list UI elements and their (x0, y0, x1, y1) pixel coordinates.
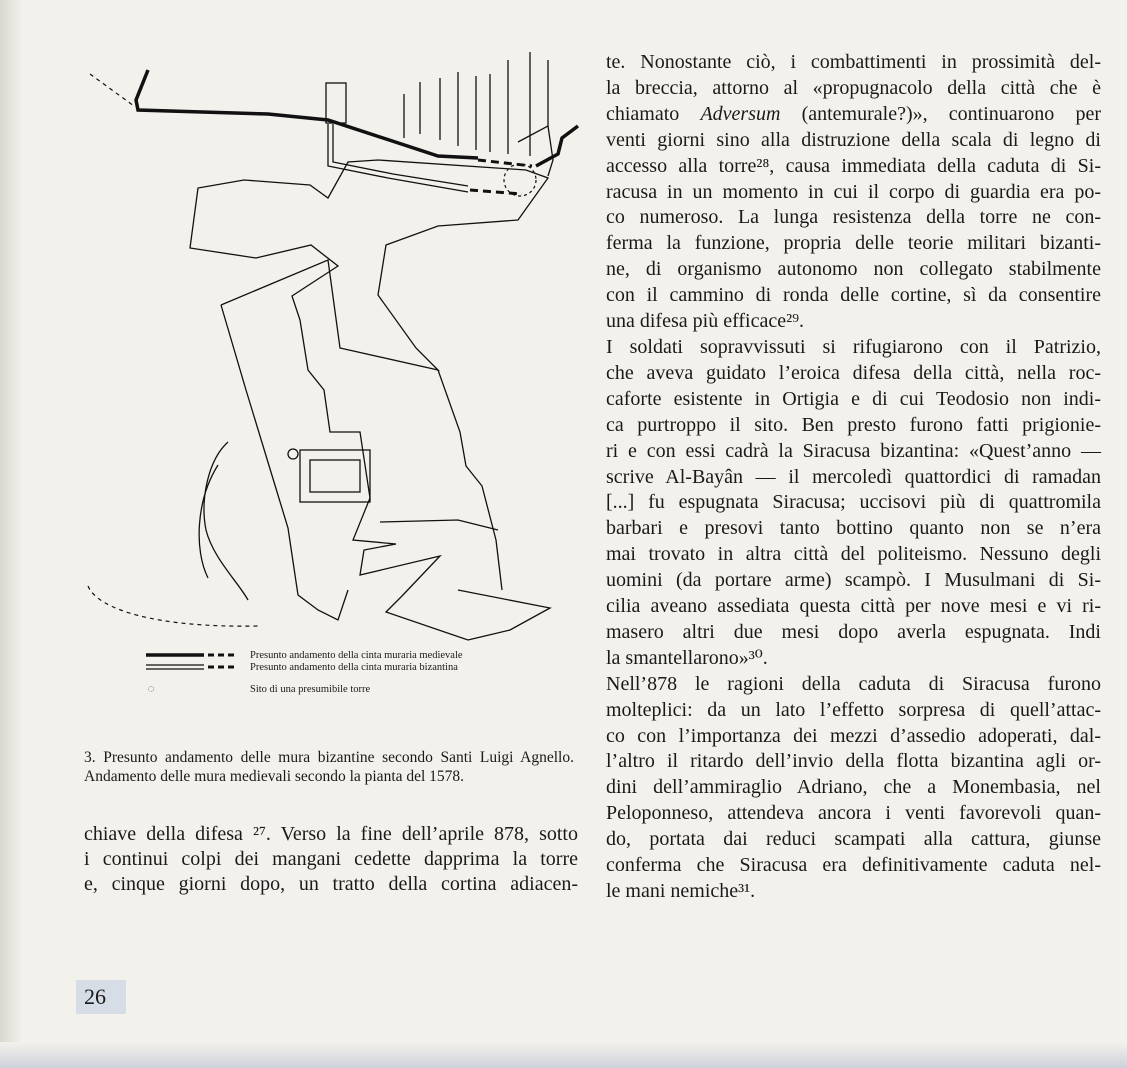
figure-caption: 3. Presunto andamento delle mura bizantine secondo Santi Luigi Agnello. Andamento delle mura medievali secondo la pianta del 1578. (84, 749, 574, 785)
text-line: dini dell’ammiraglio Adriano, che a Monembasia, nel (606, 776, 1101, 799)
text-line: che aveva guidato l’eroica difesa della città, nella roc- (606, 361, 1101, 384)
text-line: chiamato Adversum (antemurale?)», continuarono per (606, 102, 1101, 125)
text-line: ca purtroppo il sito. Ben presto furono fatti prigionie- (606, 413, 1101, 436)
left-column-text (84, 822, 578, 897)
text-line: co con l’importanza dei mezzi d’assedio adoperati, dal- (606, 724, 1101, 747)
text-line: cilia aveano assediata questa città per nove mesi e vi ri- (606, 595, 1101, 618)
text-line: masero altri due mesi dopo averla espugnata. Indi (606, 620, 1101, 643)
legend-tower (146, 682, 370, 696)
right-column-text (606, 50, 1101, 905)
text-line: la breccia, attorno al «propugnacolo della città che è (606, 76, 1101, 99)
text-line: uomini (da portare arme) scampò. I Musulmani di Si- (606, 569, 1101, 592)
text-line: molteplici: da un lato l’effetto sorpresa di quell’attac- (606, 698, 1101, 721)
text-line: venti giorni sino alla distruzione della scala di legno di (606, 128, 1101, 151)
text-line: co numeroso. La lunga resistenza della torre ne con- (606, 206, 1101, 229)
text-line: i continui colpi dei mangani cedette dapprima la torre (84, 848, 578, 870)
text-line: I soldati sopravvissuti si rifugiarono con il Patrizio, (606, 335, 1101, 358)
page-bottom-shadow (0, 1042, 1127, 1068)
text-line: do, portata dai reduci scampati alla cattura, giunse (606, 828, 1101, 851)
text-line: [...] fu espugnata Siracusa; uccisovi più di quattromila (606, 491, 1101, 514)
text-line: chiave della difesa ²⁷. Verso la fine dell’aprile 878, sotto (84, 823, 578, 845)
text-line: mai trovato in altra città del politeismo. Nessuno degli (606, 543, 1101, 566)
legend-byzantine (146, 660, 458, 674)
text-line: accesso alla torre²⁸, causa immediata della caduta di Si- (606, 154, 1101, 177)
text-line: Nell’878 le ragioni della caduta di Siracusa furono (606, 672, 1101, 695)
legend-byzantine-label: Presunto andamento della cinta muraria bizantina (250, 661, 458, 673)
text-line: barbari e presovi tanto bottino quanto non se n’era (606, 517, 1101, 540)
fortification-map (78, 30, 598, 730)
legend-medieval-label: Presunto andamento della cinta muraria medievale (250, 649, 463, 661)
map-legend (146, 646, 566, 746)
page-edge-shadow (0, 0, 22, 1068)
text-line: te. Nonostante ciò, i combattimenti in prossimità del- (606, 51, 1101, 73)
text-line: caforte esistente in Ortigia e di cui Teodosio non indi- (606, 387, 1101, 410)
page-number: 26 (76, 980, 126, 1014)
byzantine-wall-symbol (146, 660, 238, 674)
tower-site-symbol (146, 682, 186, 696)
text-line: ne, di organismo autonomo non collegato stabilmente (606, 258, 1101, 281)
text-line: e, cinque giorni dopo, un tratto della cortina adiacen- (84, 873, 578, 895)
text-line: con il cammino di ronda delle cortine, sì da consentire (606, 284, 1101, 307)
text-line: Peloponneso, attendeva ancora i venti favorevoli quan- (606, 802, 1101, 825)
text-line: le mani nemiche³¹. (606, 880, 756, 902)
text-line: conferma che Siracusa era definitivamente caduta nel- (606, 854, 1101, 877)
text-line: scrive Al-Bayân — il mercoledì quattordici di ramadan (606, 465, 1101, 488)
text-line: ferma la funzione, propria delle teorie militari bizanti- (606, 232, 1101, 255)
text-line: l’altro il ritardo dell’invio della flotta bizantina agli or- (606, 750, 1101, 773)
text-line: racusa in un momento in cui il corpo di guardia era po- (606, 180, 1101, 203)
text-line: una difesa più efficace²⁹. (606, 310, 805, 333)
legend-tower-label: Sito di una presumibile torre (250, 683, 371, 695)
text-line: la smantellarono»³⁰. (606, 646, 768, 669)
text-line: ri e con essi cadrà la Siracusa bizantina: «Quest’anno — (606, 439, 1101, 462)
